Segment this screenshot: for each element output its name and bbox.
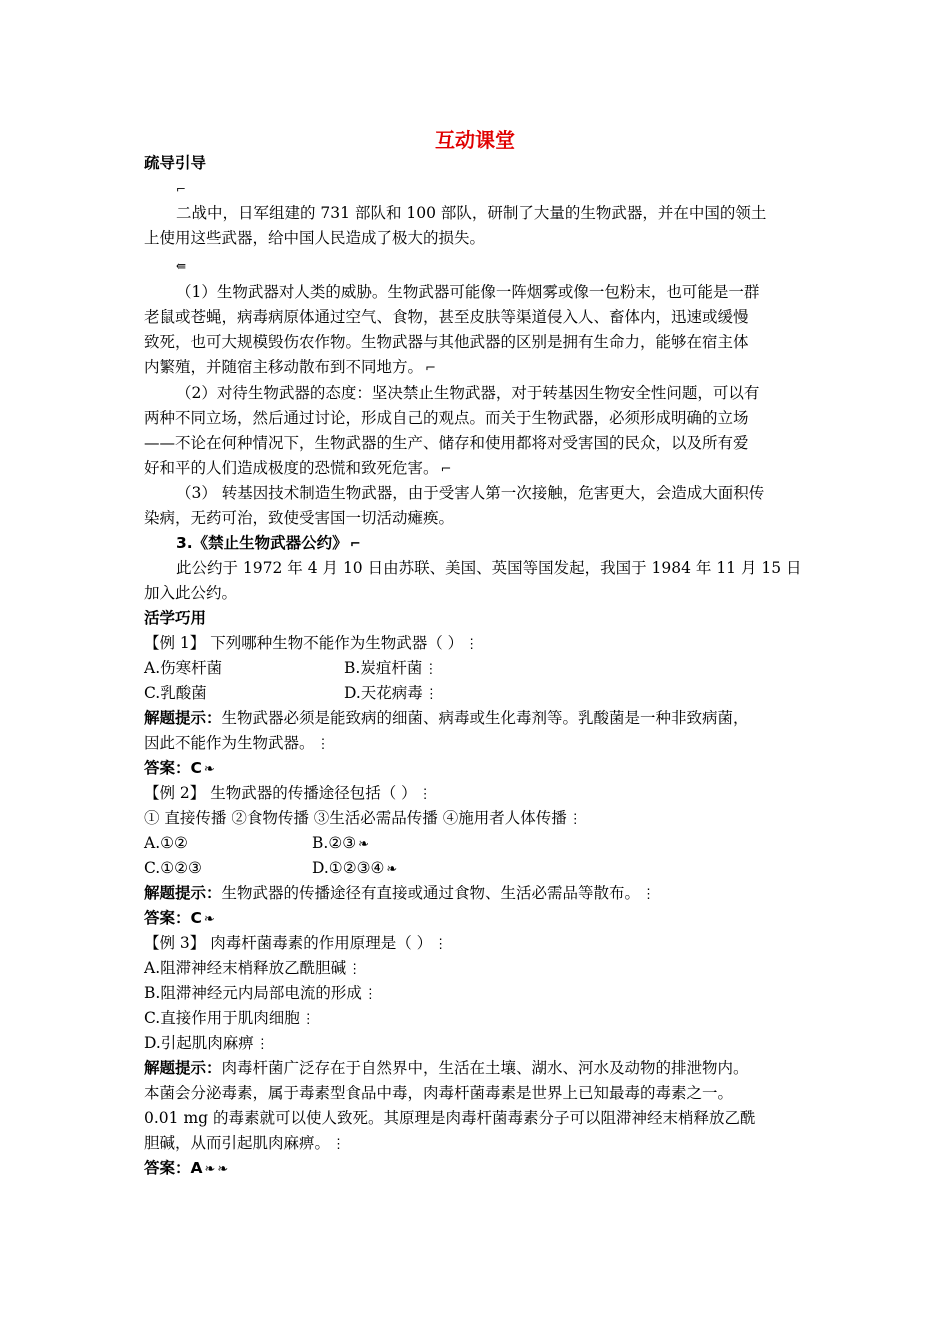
format-mark: ⇚	[176, 259, 187, 273]
example1-option-b: B.炭疽杆菌 ⋮	[344, 658, 437, 680]
treaty-heading: 3.《禁止生物武器公约》 ⌐	[176, 533, 361, 555]
format-mark: ⌐	[440, 462, 452, 477]
format-mark: ⋮	[642, 887, 656, 902]
treaty-line-1: 此公约于 1972 年 4 月 10 日由苏联、美国、英国等国发起，我国于 1984 年 11 月 15 日	[176, 559, 802, 577]
treaty-line-2: 加入此公约。	[144, 584, 238, 602]
para2-line-2: 两种不同立场，然后通过讨论，形成自己的观点。而关于生物武器，必须形成明确的立场	[144, 409, 749, 427]
para1-line-1: （1）生物武器对人类的威胁。生物武器可能像一阵烟雾或像一包粉末，也可能是一群	[176, 283, 760, 301]
example1-hint-line-1: 解题提示：生物武器必须是能致病的细菌、病毒或生化毒剂等。乳酸菌是一种非致病菌，	[144, 709, 749, 727]
format-mark: ❧	[358, 837, 370, 852]
para3-line-1: （3） 转基因技术制造生物武器，由于受害人第一次接触，危害更大，会造成大面积传	[176, 484, 765, 502]
example3-hint-line-4: 胆碱，从而引起肌肉麻痹。 ⋮	[144, 1133, 345, 1155]
section-heading-guidance: 疏导引导	[144, 154, 207, 172]
format-mark: ⌐	[349, 537, 361, 552]
para3-line-2: 染病，无药可治，致使受害国一切活动瘫痪。	[144, 509, 455, 527]
para2-line-1: （2）对待生物武器的态度：坚决禁止生物武器，对于转基因生物安全性问题，可以有	[176, 384, 760, 402]
example2-hint: 解题提示：生物武器的传播途径有直接或通过食物、生活必需品等散布。 ⋮	[144, 883, 655, 905]
format-mark: ⋮	[424, 687, 438, 702]
example1-option-c: C.乳酸菌	[144, 684, 207, 702]
example1-option-d: D.天花病毒 ⋮	[344, 683, 438, 705]
format-mark: ❧	[204, 1162, 216, 1177]
format-mark: ⋮	[465, 637, 479, 652]
example3-option-c: C.直接作用于肌肉细胞 ⋮	[144, 1008, 315, 1030]
example2-option-b: B.②③ ❧	[312, 833, 369, 855]
example1-hint-line-2: 因此不能作为生物武器。 ⋮	[144, 733, 330, 755]
example1-answer: 答案：C ❧	[144, 758, 215, 780]
para1-line-4: 内繁殖，并随宿主移动散布到不同地方。 ⌐	[144, 357, 436, 379]
example2-question: 【例 2】 生物武器的传播途径包括（ ） ⋮	[144, 783, 432, 805]
intro-line-2: 上使用这些武器，给中国人民造成了极大的损失。	[144, 229, 486, 247]
example3-answer: 答案：A ❧ ❧	[144, 1158, 228, 1180]
format-mark: ⋮	[301, 1012, 315, 1027]
format-mark: ⋮	[348, 962, 362, 977]
format-mark: ⋮	[363, 987, 377, 1002]
hint-label: 解题提示：	[144, 709, 222, 727]
hint-label: 解题提示：	[144, 1059, 222, 1077]
format-mark: ⌐	[176, 182, 187, 196]
example2-option-c: C.①②③	[144, 859, 202, 877]
example1-question: 【例 1】 下列哪种生物不能作为生物武器（ ） ⋮	[144, 633, 478, 655]
para2-line-4: 好和平的人们造成极度的恐慌和致死危害。 ⌐	[144, 458, 451, 480]
format-mark: ❧	[386, 862, 398, 877]
hint-label: 解题提示：	[144, 884, 222, 902]
format-mark: ⋮	[418, 787, 432, 802]
example3-question: 【例 3】 肉毒杆菌毒素的作用原理是（ ） ⋮	[144, 933, 447, 955]
para1-line-3: 致死，也可大规模毁伤农作物。生物武器与其他武器的区别是拥有生命力，能够在宿主体	[144, 333, 749, 351]
format-mark: ⋮	[568, 812, 582, 827]
format-mark: ⋮	[332, 1137, 346, 1152]
example3-hint-line-1: 解题提示：肉毒杆菌广泛存在于自然界中，生活在土壤、湖水、河水及动物的排泄物内。	[144, 1059, 749, 1077]
example2-answer: 答案：C ❧	[144, 908, 215, 930]
format-mark: ⌐	[425, 361, 436, 376]
example2-option-d: D.①②③④ ❧	[312, 858, 397, 880]
example3-option-d: D.引起肌肉麻痹 ⋮	[144, 1033, 269, 1055]
format-mark: ⋮	[255, 1037, 269, 1052]
format-mark: ⋮	[424, 662, 438, 677]
format-mark: ❧	[203, 762, 215, 777]
example2-option-a: A.①②	[144, 834, 188, 852]
example1-option-a: A.伤寒杆菌	[144, 659, 223, 677]
intro-line-1: 二战中，日军组建的 731 部队和 100 部队，研制了大量的生物武器，并在中国的领土	[176, 204, 767, 222]
example3-option-a: A.阻滞神经末梢释放乙酰胆碱 ⋮	[144, 958, 361, 980]
format-mark: ❧	[203, 912, 215, 927]
example3-hint-line-3: 0.01 mg 的毒素就可以使人致死。其原理是肉毒杆菌毒素分子可以阻滞神经末梢释放乙酰	[144, 1109, 756, 1127]
format-mark: ⋮	[316, 737, 330, 752]
para2-line-3: ——不论在何种情况下，生物武器的生产、储存和使用都将对受害国的民众，以及所有爱	[144, 434, 749, 452]
format-mark: ❧	[217, 1162, 229, 1177]
page-title: 互动课堂	[435, 128, 515, 152]
example2-stem: ① 直接传播 ②食物传播 ③生活必需品传播 ④施用者人体传播 ⋮	[144, 808, 582, 830]
para1-line-2: 老鼠或苍蝇，病毒病原体通过空气、食物，甚至皮肤等渠道侵入人、畜体内，迅速或缓慢	[144, 308, 749, 326]
format-mark: ⋮	[434, 937, 448, 952]
example3-hint-line-2: 本菌会分泌毒素，属于毒素型食品中毒，肉毒杆菌毒素是世界上已知最毒的毒素之一。	[144, 1084, 734, 1102]
example3-option-b: B.阻滞神经元内局部电流的形成 ⋮	[144, 983, 377, 1005]
section-heading-practice: 活学巧用	[144, 609, 207, 627]
